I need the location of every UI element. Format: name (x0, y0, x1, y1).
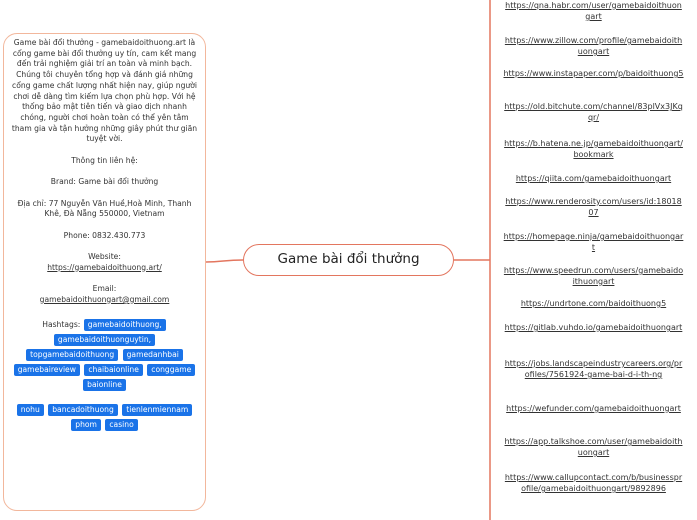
email-link[interactable]: gamebaidoithuongart@gmail.com (39, 294, 170, 304)
hashtag[interactable]: casino (105, 419, 137, 431)
connector-left (206, 260, 243, 262)
link-node[interactable]: https://qiita.com/gamebaidoithuongart (515, 174, 672, 183)
hashtag[interactable]: gamebaireview (14, 364, 80, 376)
hashtag[interactable]: conggame (147, 364, 195, 376)
link-node[interactable]: https://wefunder.com/gamebaidoithuongart (506, 404, 681, 413)
hashtag[interactable]: gamedanhbai (123, 349, 183, 361)
hashtags-group (10, 318, 199, 393)
phone-text: Phone: 0832.430.773 (63, 230, 146, 240)
hashtag[interactable]: tienlenmiennam (122, 404, 192, 416)
link-node[interactable]: https://www.renderosity.com/users/id:1801807 (505, 197, 682, 217)
contact-heading: Thông tin liên hệ: (71, 155, 138, 165)
hashtag[interactable]: chaibaionline (84, 364, 143, 376)
link-node[interactable]: https://gitlab.vuhdo.io/gamebaidoithuongart (504, 323, 683, 332)
email-label: Email: (92, 284, 117, 294)
website-label: Website: (88, 251, 121, 261)
hashtag[interactable]: gamebaidoithuong, (84, 319, 166, 331)
link-node[interactable]: https://app.talkshoe.com/user/gamebaidoithuongart (504, 437, 683, 457)
brand-text: Brand: Game bài đổi thưởng (50, 177, 159, 187)
hashtag[interactable]: topgamebaidoithuong (26, 349, 118, 361)
link-node[interactable]: https://www.zillow.com/profile/gamebaidoithuongart (504, 36, 683, 56)
address-text: Địa chỉ: 77 Nguyễn Văn Huề,Hoà Minh, Thanh Khê, Đà Nẵng 550000, Vietnam (17, 198, 192, 219)
hashtag[interactable]: gamebaidoithuonguytin, (54, 334, 155, 346)
hashtag[interactable]: phom (71, 419, 101, 431)
link-node[interactable]: https://undrtone.com/baidoithuong5 (520, 299, 667, 308)
hashtag[interactable]: bancadoithuong (48, 404, 118, 416)
hashtag[interactable]: baionline (83, 379, 126, 391)
link-node[interactable]: https://www.speedrun.com/users/gamebaidoithuongart (503, 266, 684, 286)
info-card (3, 33, 206, 511)
hashtags-group-2 (10, 403, 199, 433)
hashtag[interactable]: nohu (17, 404, 44, 416)
hashtags-label: Hashtags: (42, 320, 81, 330)
central-topic-label: Game bài đổi thưởng (277, 251, 420, 267)
link-node[interactable]: https://jobs.landscapeindustrycareers.org/profiles/7561924-game-bai-d-i-th-ng (504, 359, 683, 379)
link-node[interactable]: https://qna.habr.com/user/gamebaidoithuongart (505, 1, 682, 21)
link-node[interactable]: https://homepage.ninja/gamebaidoithuongart (503, 232, 684, 252)
link-node[interactable]: https://b.hatena.ne.jp/gamebaidoithuongart/bookmark (504, 139, 683, 159)
link-node[interactable]: https://old.bitchute.com/channel/83plVx3JKqqr/ (504, 102, 683, 122)
website-link[interactable]: https://gamebaidoithuong.art/ (47, 262, 162, 272)
link-node[interactable]: https://www.instapaper.com/p/baidoithuong5 (503, 69, 684, 78)
link-node[interactable]: https://www.callupcontact.com/b/businessprofile/gamebaidoithuongart/9892896 (504, 473, 683, 493)
central-topic-node[interactable] (243, 244, 454, 276)
intro-text: Game bài đổi thưởng - gamebaidoithuong.art là cổng game bài đổi thưởng uy tín, cam kết mang đến trải nghiệm giải trí an toàn và minh bạch. Chúng tôi chuyên tổng hợp và đánh giá những cổng game chất lượng nhất hiện nay, giúp người chơi dễ dàng tìm kiếm lựa chọn phù hợp. Với hệ thống bảo mật tiên tiến và giao dịch nhanh chóng, người chơi hoàn toàn có thể yên tâm tham gia và tận hưởng những giây phút thư giãn tuyệt vời. (11, 38, 198, 144)
